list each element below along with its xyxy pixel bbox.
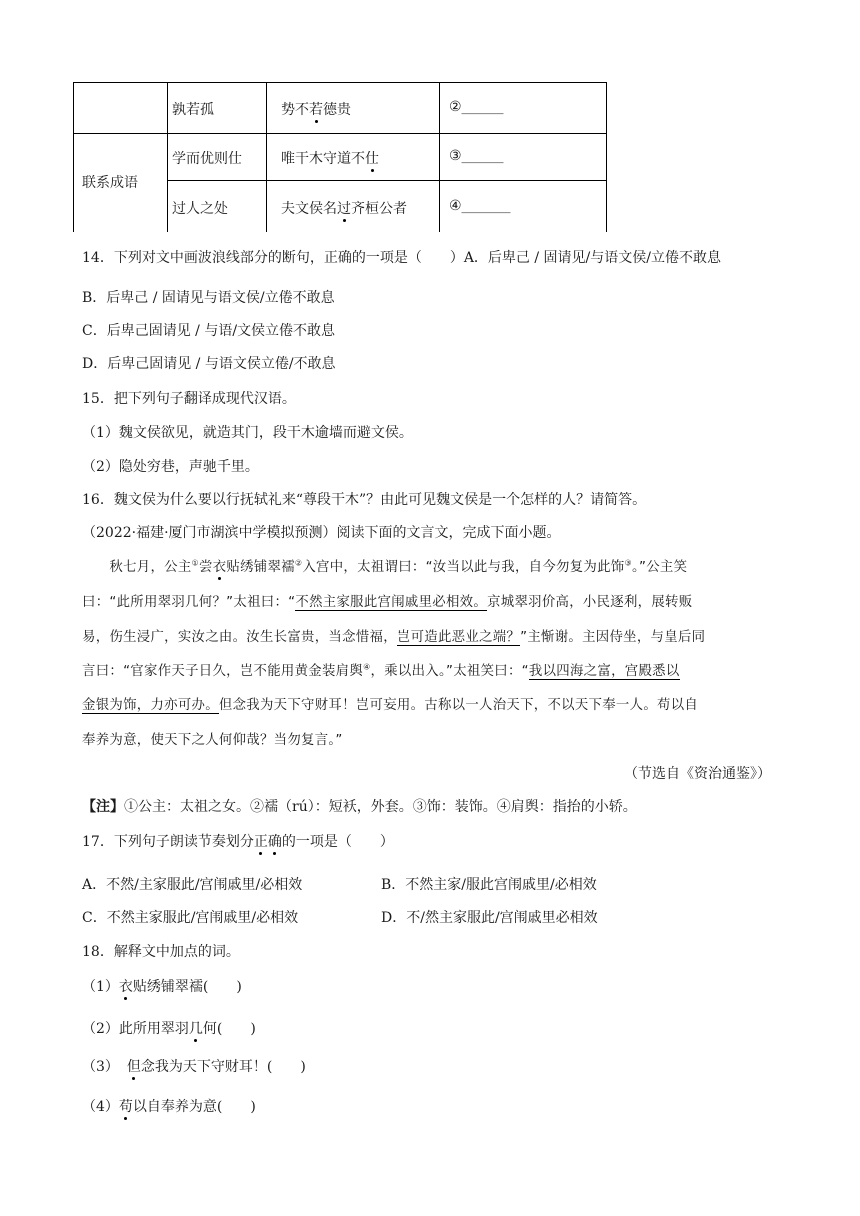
table-cell: 学而优则仕 [172,151,242,167]
passage-line: 曰：“此所用翠羽几何？”太祖曰：“不然主家服此宫闱戚里必相效。京城翠羽价高，小民逐利，展转贩 [82,595,693,610]
source-line: （2022·福建·厦门市湖滨中学模拟预测）阅读下面的文言文，完成下面小题。 [82,525,561,541]
group-label: 联系成语 [82,175,138,191]
table-rule [167,82,168,232]
q18-item-2: （2）此所用翠羽几何( ) [82,1021,256,1037]
question-18-stem: 18．解释文中加点的词。 [82,944,240,960]
underlined-sentence: 金银为饰，力亦可办。 [82,698,219,713]
passage-source: （节选自《资治通鉴》） [624,766,771,782]
answer-blank[interactable]: ③______ [449,148,504,164]
q17-option-a[interactable]: A．不然/主家服此/宫闱戚里/必相效 [82,877,303,893]
table-cell: 势不若德贵 [281,102,351,118]
passage-line: 金银为饰，力亦可办。但念我为天下守财耳！岂可妄用。古称以一人治天下，不以天下奉一人。苟以自 [82,698,699,713]
question-14-stem: 14．下列对文中画波浪线部分的断句，正确的一项是（ ）A．后卑己 / 固请见/与语文侯/立倦不敢息 [82,250,721,266]
table-rule [167,180,607,181]
underlined-sentence: 岂可造此恶业之端？ [396,630,521,645]
q18-item-4: （4）苟以自奉养为意( ) [82,1099,256,1115]
q18-item-1: （1）衣贴绣铺翠襦( ) [82,979,242,995]
question-16-stem: 16．魏文侯为什么要以行抚轼礼来“尊段干木”？由此可见魏文侯是一个怎样的人？请简答。 [82,492,647,508]
passage-line: 言曰：“官家作天子日久，岂不能用黄金装肩舆④，乘以出入。”太祖笑曰：“我以四海之富，宫殿悉以 [82,662,680,679]
answer-blank[interactable]: ④_______ [449,198,511,214]
table-rule [167,133,607,134]
table-cell: 夫文侯名过齐桓公者 [281,201,407,217]
passage-line: 秋七月，公主①尝衣贴绣铺翠襦②入宫中，太祖谓曰：“汝当以此与我，自今勿复为此饰③。”公主笑 [82,558,688,575]
question-17-stem: 17．下列句子朗读节奏划分正确的一项是（ ） [82,834,394,850]
q15-sentence-1: （1）魏文侯欲见，就造其门，段干木逾墙而避文侯。 [82,425,413,441]
passage-line: 奉养为意，使天下之人何仰哉？当勿复言。” [82,733,343,748]
vocabulary-table [73,82,607,232]
q17-option-d[interactable]: D．不/然主家服此/宫闱戚里必相效 [381,910,598,926]
table-cell: 孰若孤 [172,102,214,118]
q14-option-d[interactable]: D．后卑己固请见 / 与语文侯立倦/不敢息 [82,356,336,372]
table-cell: 过人之处 [172,201,228,217]
q18-item-3: （3） 但念我为天下守财耳！( ) [82,1059,306,1075]
underlined-sentence: 不然主家服此宫闱戚里必相效。 [295,595,488,610]
q14-option-b[interactable]: B．后卑己 / 固请见与语文侯/立倦不敢息 [82,290,335,306]
q15-sentence-2: （2）隐处穷巷，声驰千里。 [82,459,259,475]
table-rule [439,82,440,232]
table-border-top [73,82,607,83]
table-cell: 唯干木守道不仕 [281,151,379,167]
q17-option-b[interactable]: B．不然主家/服此宫闱戚里/必相效 [381,877,597,893]
table-rule [73,82,74,232]
table-rule [73,133,167,134]
answer-blank[interactable]: ②______ [449,99,504,115]
table-rule [606,82,607,232]
annotation-note: 【注】①公主：太祖之女。②襦（rú）：短袄，外套。③饰：装饰。④肩舆：指抬的小轿。 [82,799,637,815]
q14-option-c[interactable]: C．后卑己固请见 / 与语/文侯立倦不敢息 [82,323,336,339]
underlined-sentence: 我以四海之富，宫殿悉以 [528,664,680,679]
question-15-stem: 15．把下列句子翻译成现代汉语。 [82,391,296,407]
q17-option-c[interactable]: C．不然主家服此/宫闱戚里/必相效 [82,910,299,926]
table-rule [266,82,267,232]
passage-line: 易，伤生浸广，实汝之由。汝生长富贵，当念惜福，岂可造此恶业之端？”主惭谢。主因侍坐，与皇后同 [82,630,706,645]
